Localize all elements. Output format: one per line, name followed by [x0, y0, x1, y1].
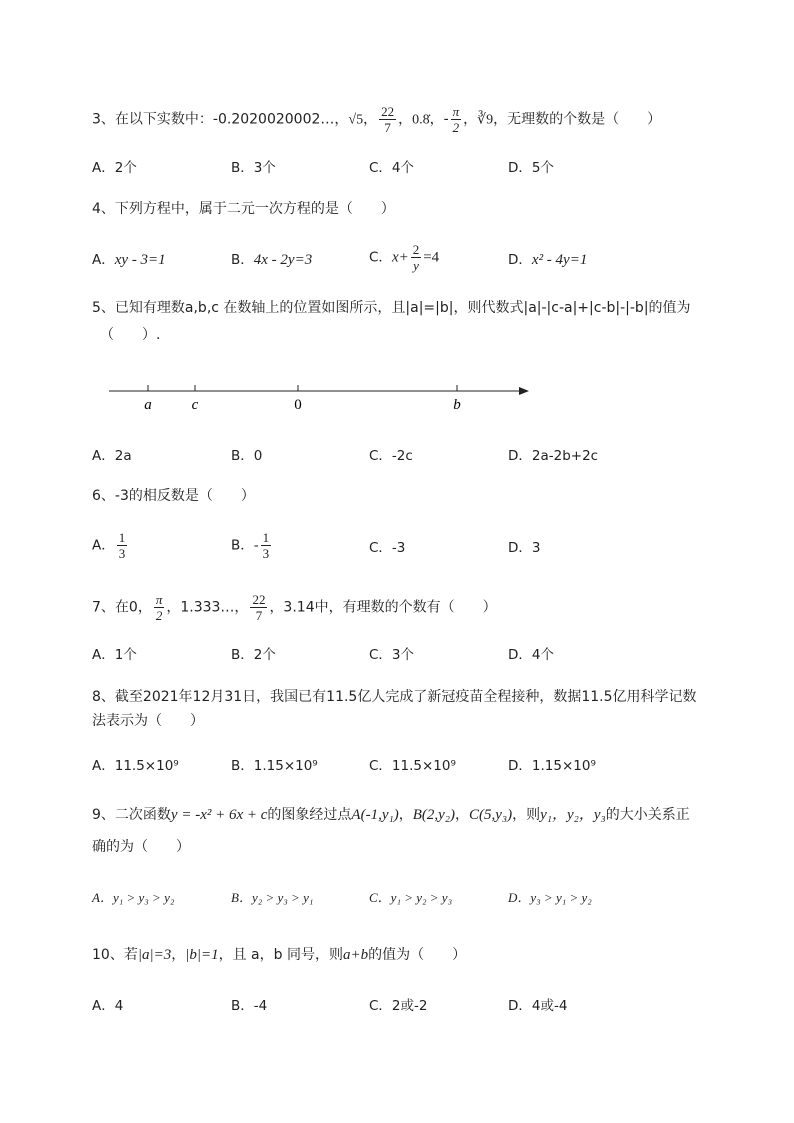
- sqrt5: √5: [348, 112, 364, 128]
- question-8-line2: 法表示为（ ）: [92, 713, 204, 729]
- q10-option-c[interactable]: C．2或-2: [369, 998, 428, 1014]
- fraction-pi-2: $\frac{\pi}{2}$: [155, 592, 163, 623]
- q6-option-d[interactable]: D．3: [508, 540, 541, 556]
- label-0: 0: [294, 397, 302, 413]
- q5-option-b[interactable]: B．0: [231, 448, 263, 464]
- q10-option-b[interactable]: B．-4: [231, 998, 268, 1014]
- q3-option-c[interactable]: C．4个: [369, 160, 415, 176]
- question-7-stem: 7、在0， $\frac{\pi}{2}$ ，1.333…， $\frac{22}{7}$ ，3.14中，有理数的个数有（ ）: [92, 592, 497, 623]
- q6-option-a[interactable]: A． $\frac{1}{3}$: [92, 530, 126, 561]
- q8-option-b[interactable]: B．1.15×10⁹: [231, 758, 318, 774]
- label-a: a: [144, 397, 152, 413]
- q10-option-d[interactable]: D．4或-4: [508, 998, 568, 1014]
- fraction-22-7: $\frac{22}{7}$: [381, 104, 395, 135]
- q9-option-d[interactable]: D．y₃ > y₁ > y₂: [508, 890, 592, 905]
- q3-option-d[interactable]: D．5个: [508, 160, 554, 176]
- q9-option-c[interactable]: C．y₁ > y₂ > y₃: [369, 890, 453, 905]
- q3-option-b[interactable]: B．3个: [231, 160, 276, 176]
- q10-option-a[interactable]: A．4: [92, 998, 124, 1014]
- q4-option-a[interactable]: A．xy - 3=1: [92, 252, 166, 268]
- arrow-icon: [519, 387, 529, 395]
- q7-option-b[interactable]: B．2个: [231, 647, 276, 663]
- q9-option-b[interactable]: B．y₂ > y₃ > y₁: [231, 890, 314, 905]
- question-5-stem: 5、已知有理数a,b,c 在数轴上的位置如图所示，且|a|=|b|，则代数式|a|-|c-a|+|c-b|-|-b|的值为: [92, 300, 691, 316]
- question-10-stem: 10、若|a|=3，|b|=1，且 a，b 同号，则a+b的值为（ ）: [92, 947, 467, 963]
- cbrt9: ∛9: [477, 112, 494, 128]
- q7-option-c[interactable]: C．3个: [369, 647, 415, 663]
- label-b: b: [453, 397, 461, 413]
- q9-option-a[interactable]: A．y₁ > y₃ > y₂: [92, 890, 175, 905]
- q4-option-b[interactable]: B．4x - 2y=3: [231, 252, 313, 268]
- label-c: c: [191, 397, 199, 413]
- q4-option-c[interactable]: C．x+ $\frac{2}{y}$ =4: [369, 242, 440, 273]
- q5-option-d[interactable]: D．2a-2b+2c: [508, 448, 599, 464]
- q7-option-a[interactable]: A．1个: [92, 647, 137, 663]
- q8-option-d[interactable]: D．1.15×10⁹: [508, 758, 596, 774]
- q5-option-a[interactable]: A．2a: [92, 448, 132, 464]
- question-4-stem: 4、下列方程中，属于二元一次方程的是（ ）: [92, 201, 395, 217]
- q5-option-c[interactable]: C．-2c: [369, 448, 413, 464]
- question-5-blank: （ ）.: [100, 327, 161, 343]
- number-line: [105, 380, 535, 416]
- q8-option-a[interactable]: A．11.5×10⁹: [92, 758, 179, 774]
- q4-option-d[interactable]: D．x² - 4y=1: [508, 252, 588, 268]
- fraction-22-7: $\frac{22}{7}$: [252, 592, 266, 623]
- question-9-line1: 9、二次函数y = -x² + 6x + c的图象经过点A(-1,y₁)，B(2,y₂)，C(5,y₃)，则y₁，y₂，y₃的大小关系正: [92, 807, 690, 823]
- question-9-line2: 确的为（ ）: [92, 839, 190, 855]
- q7-option-d[interactable]: D．4个: [508, 647, 554, 663]
- q3-option-a[interactable]: A．2个: [92, 160, 137, 176]
- q3-stem-text: 3、在以下实数中：-0.2020020002…，: [92, 111, 349, 128]
- q6-option-b[interactable]: B．- $\frac{1}{3}$: [231, 530, 270, 561]
- question-6-stem: 6、-3的相反数是（ ）: [92, 488, 255, 504]
- q8-option-c[interactable]: C．11.5×10⁹: [369, 758, 456, 774]
- fraction-pi-2: $\frac{\pi}{2}$: [452, 104, 460, 135]
- repeating-decimal: 0.8̇: [412, 112, 430, 128]
- question-8-line1: 8、截至2021年12月31日，我国已有11.5亿人完成了新冠疫苗全程接种，数据11.5亿用科学记数: [92, 689, 697, 705]
- question-3-stem: 3、在以下实数中：-0.2020020002…，√5， $\frac{22}{7}$ ，0.8̇，- $\frac{\pi}{2}$ ，∛9，无理数的个数是（ ）: [92, 104, 662, 135]
- q6-option-c[interactable]: C．-3: [369, 540, 406, 556]
